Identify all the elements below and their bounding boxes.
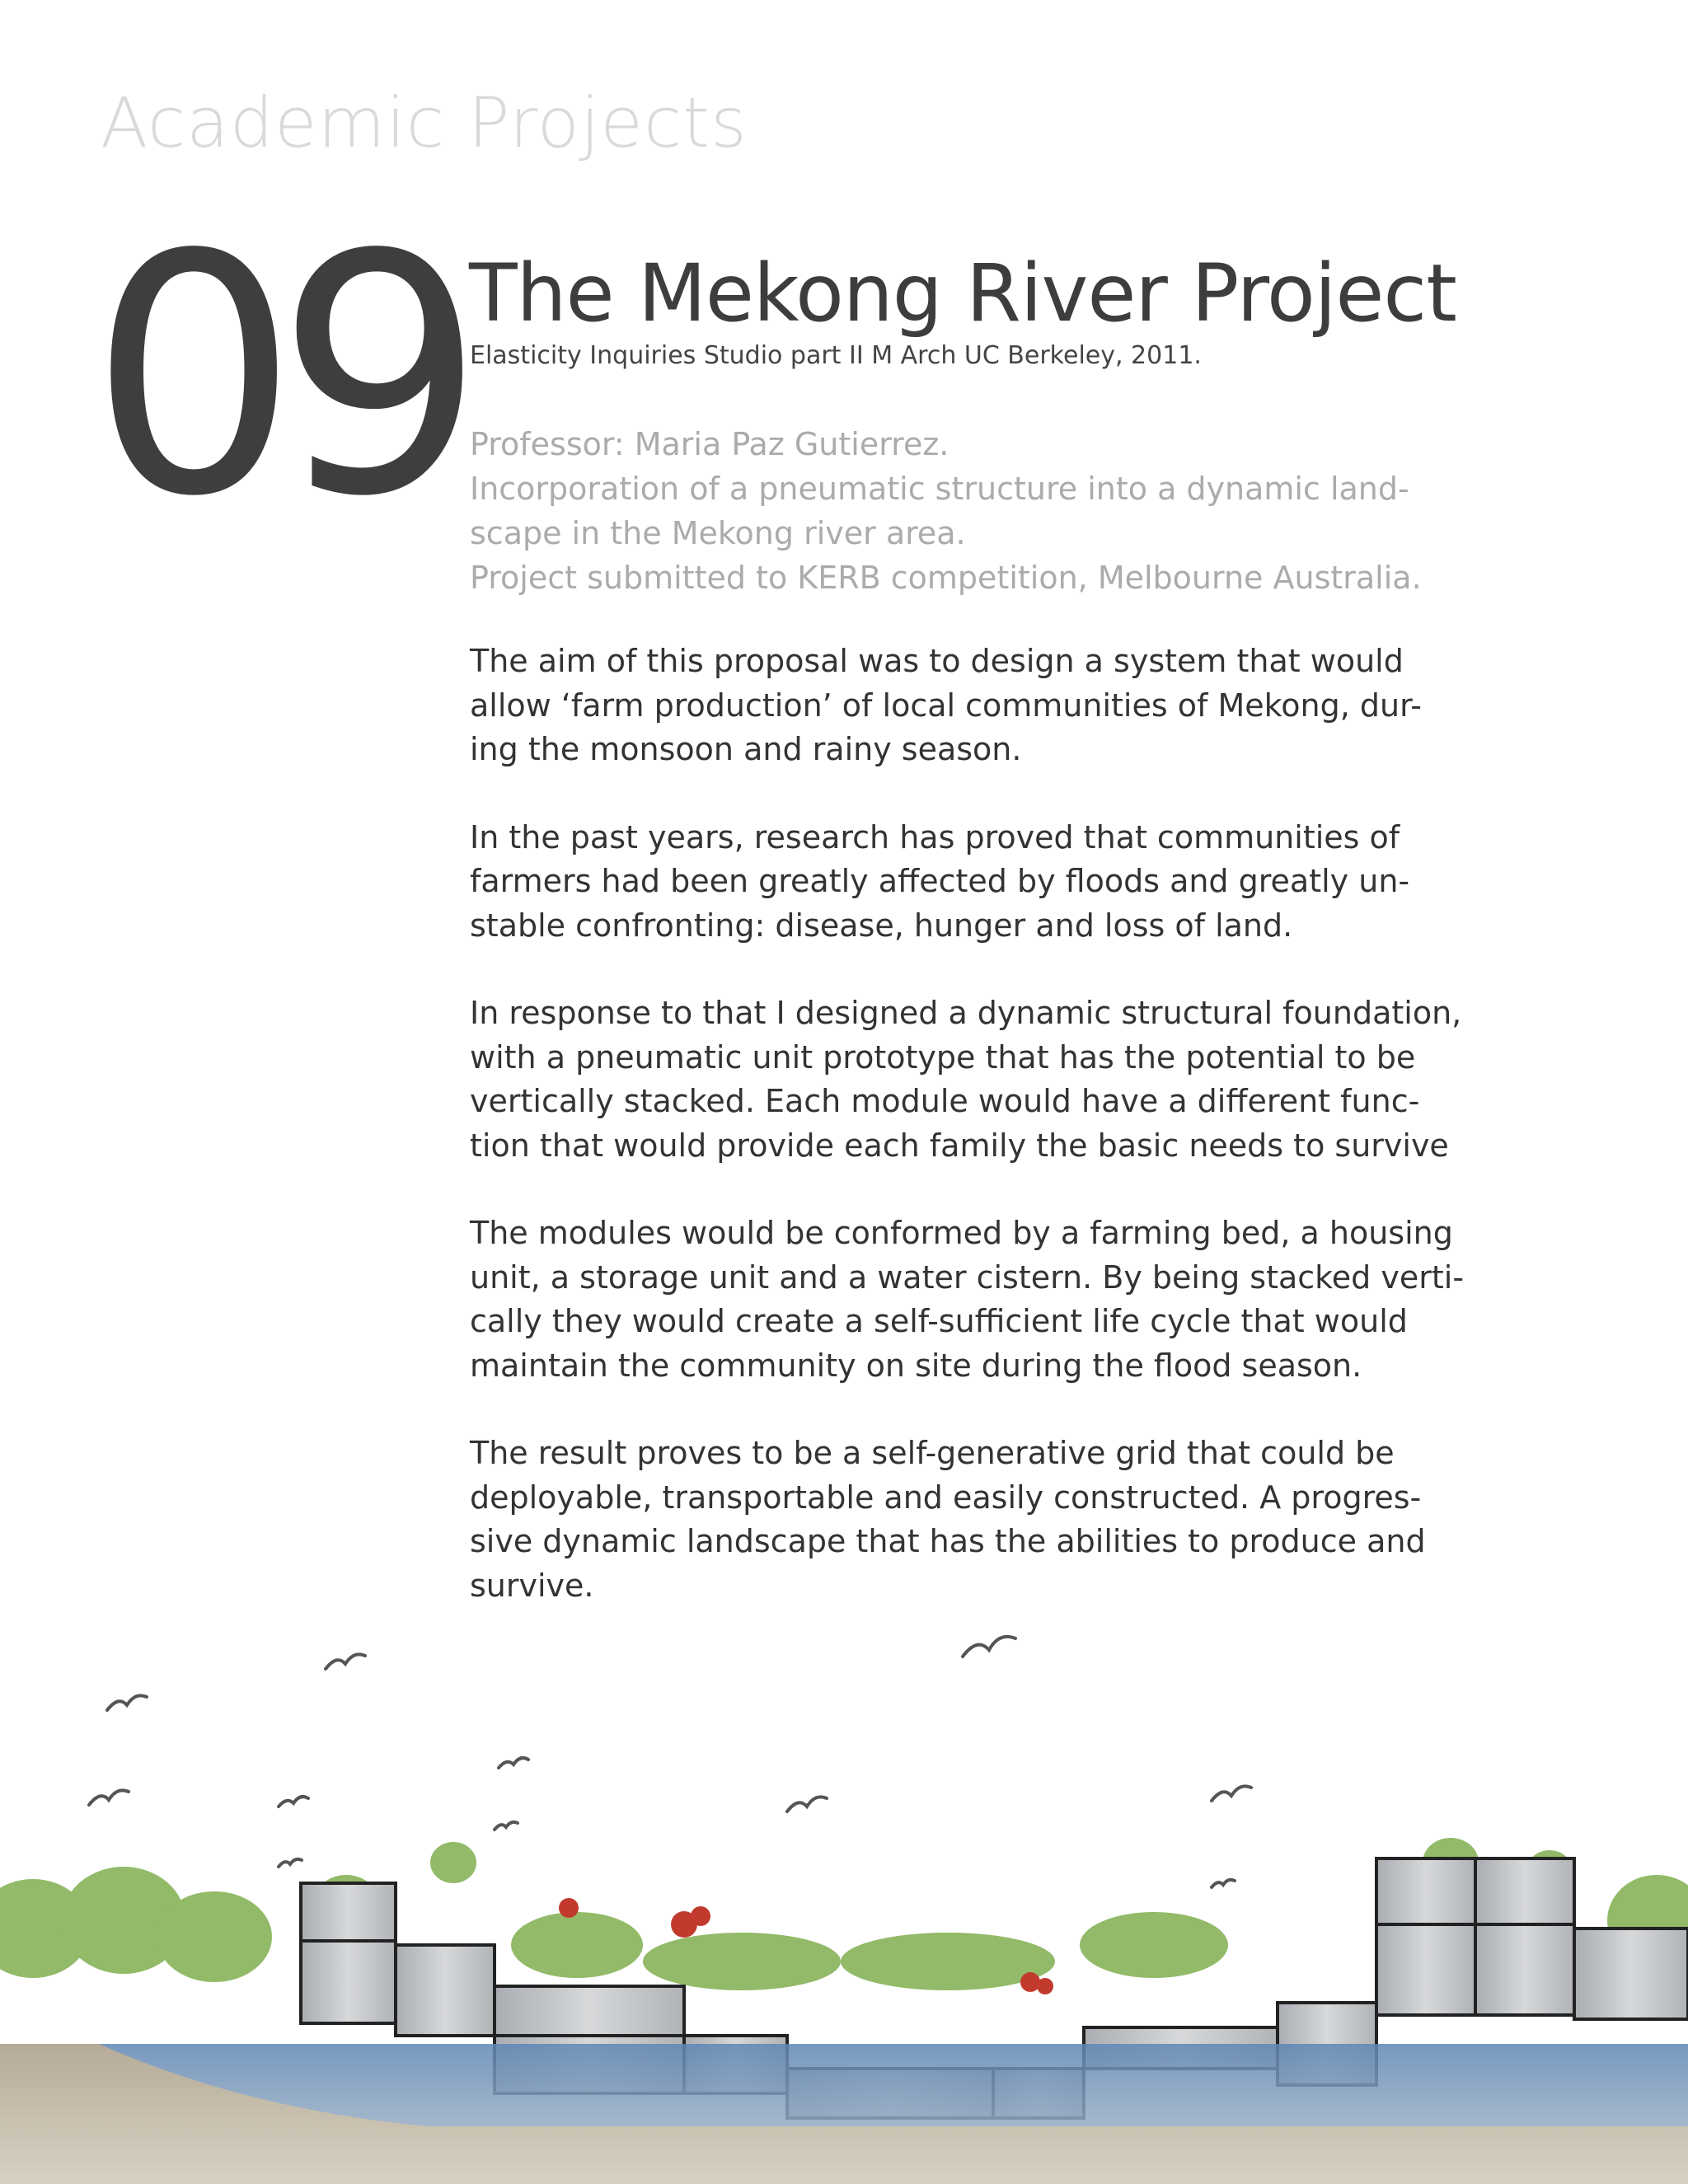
landscape-section-illustration <box>0 1599 1688 2184</box>
text-line: The result proves to be a self-generative grid that could be <box>470 1435 1395 1471</box>
text-line: survive. <box>470 1567 594 1604</box>
paragraph-aim <box>470 640 1508 772</box>
bird-icon <box>279 1797 308 1807</box>
text-line: cally they would create a self-sufficient life cycle that would <box>470 1303 1408 1339</box>
competition-line: Project submitted to KERB competition, Melbourne Australia. <box>470 560 1422 596</box>
text-line: farmers had been greatly affected by floods and greatly un- <box>470 863 1410 899</box>
bird-icon <box>499 1758 528 1768</box>
text-line: allow ‘farm production’ of local communities of Mekong, dur- <box>470 687 1422 724</box>
text-line: The modules would be conformed by a farming bed, a housing <box>470 1215 1453 1251</box>
project-meta <box>470 422 1508 600</box>
meta-line: scape in the Mekong river area. <box>470 515 966 551</box>
section-label: Academic Projects <box>101 82 748 163</box>
bird-icon <box>1212 1880 1235 1887</box>
project-description <box>470 640 1508 1652</box>
text-line: tion that would provide each family the basic needs to survive <box>470 1127 1449 1164</box>
paragraph-result <box>470 1432 1508 1608</box>
bird-icon <box>326 1654 365 1669</box>
text-line: The aim of this proposal was to design a system that would <box>470 643 1404 679</box>
bird-icon <box>279 1859 302 1867</box>
professor-line: Professor: Maria Paz Gutierrez. <box>470 426 950 462</box>
meta-line: Incorporation of a pneumatic structure into a dynamic land- <box>470 471 1409 507</box>
text-line: vertically stacked. Each module would have a different func- <box>470 1083 1420 1119</box>
text-line: with a pneumatic unit prototype that has the potential to be <box>470 1038 1416 1076</box>
bird-icon <box>963 1637 1015 1657</box>
paragraph-research <box>470 816 1508 949</box>
text-line: ing the monsoon and rainy season. <box>470 731 1022 767</box>
text-line: unit, a storage unit and a water cistern. By being stacked verti- <box>470 1258 1465 1296</box>
project-title: The Mekong River Project <box>469 247 1456 340</box>
text-line: In response to that I designed a dynamic structural foundation, <box>470 995 1462 1031</box>
text-line: maintain the community on site during the flood season. <box>470 1347 1362 1384</box>
bird-icon <box>787 1797 827 1811</box>
birds <box>89 1637 1251 1887</box>
bird-icon <box>1212 1786 1251 1801</box>
paragraph-modules <box>470 1212 1508 1388</box>
paragraph-response <box>470 991 1508 1168</box>
bird-icon <box>89 1790 129 1805</box>
text-line: deployable, transportable and easily constructed. A progres- <box>470 1479 1422 1516</box>
bird-icon <box>107 1695 147 1710</box>
project-subtitle: Elasticity Inquiries Studio part II M Arch UC Berkeley, 2011. <box>470 341 1202 370</box>
project-number: 09 <box>89 185 462 569</box>
text-line: In the past years, research has proved that communities of <box>470 818 1400 855</box>
bird-icon <box>495 1822 518 1830</box>
text-line: sive dynamic landscape that has the abilities to produce and <box>470 1523 1426 1559</box>
text-line: stable confronting: disease, hunger and loss of land. <box>470 907 1293 944</box>
